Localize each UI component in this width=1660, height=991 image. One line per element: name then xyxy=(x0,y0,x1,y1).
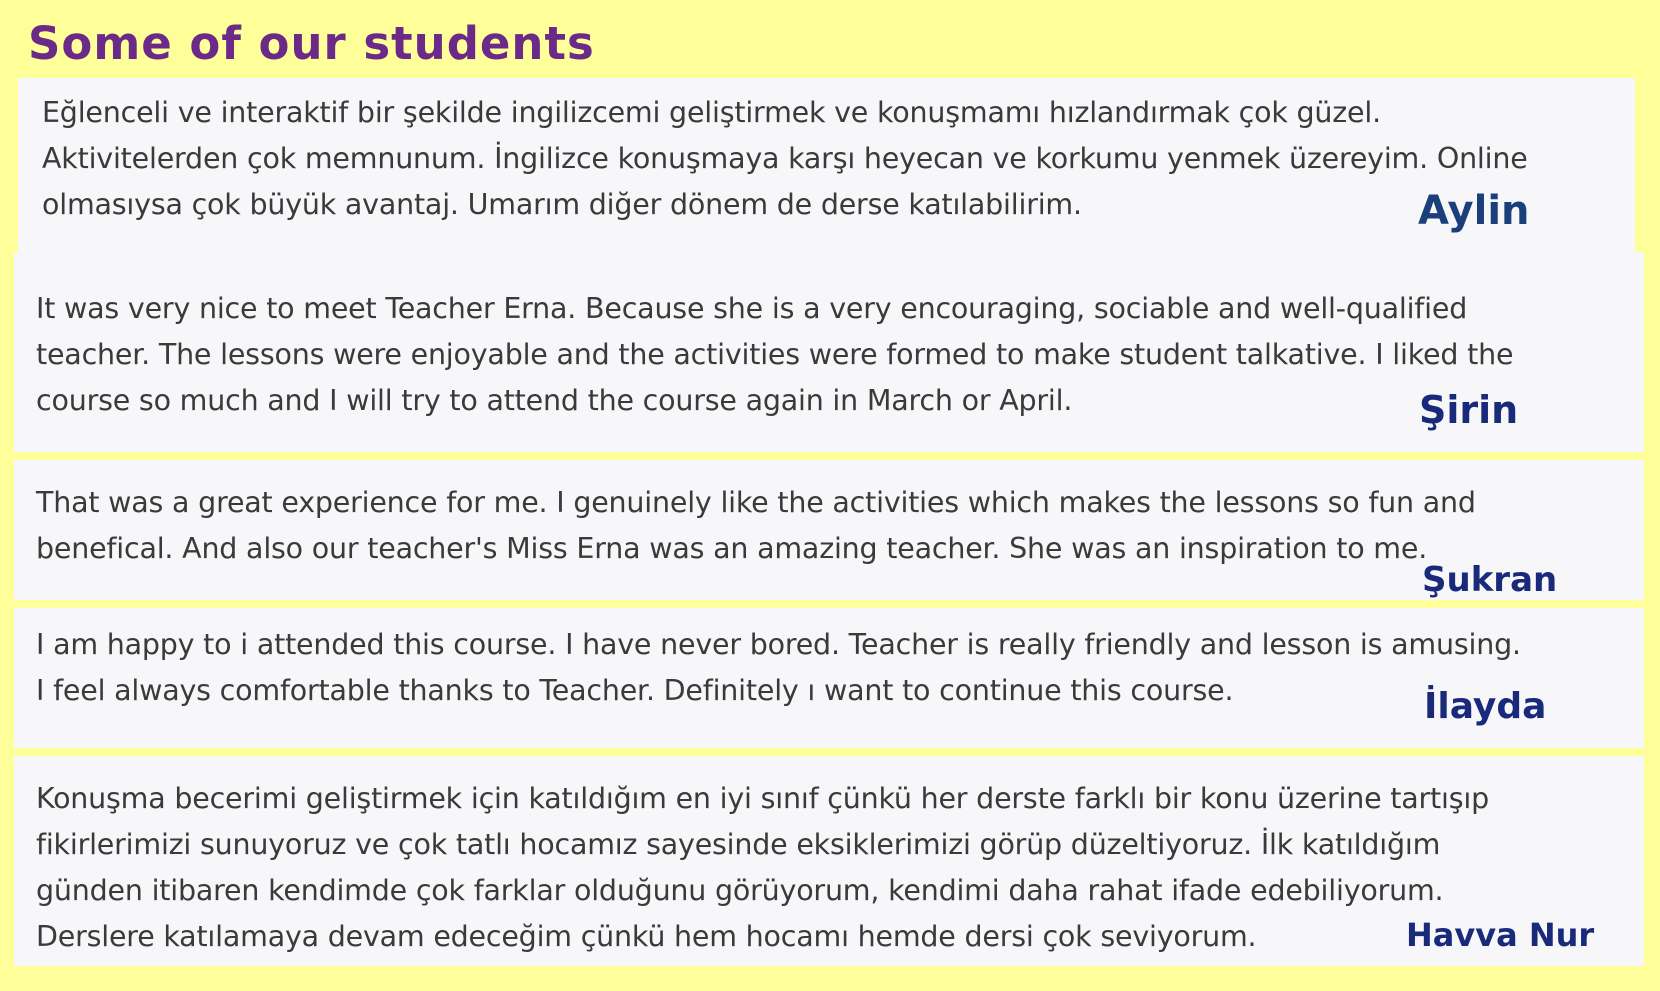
testimonial-line: Aktivitelerden çok memnunum. İngilizce konuşmaya karşı heyecan ve korkumu yenmek üzereyim. Online xyxy=(42,142,1528,175)
testimonial-line: I am happy to i attended this course. I have never bored. Teacher is really friendly and lesson is amusing. xyxy=(36,628,1521,661)
testimonial-line: teacher. The lessons were enjoyable and the activities were formed to make student talkative. I liked the xyxy=(36,338,1514,371)
testimonial-text xyxy=(36,286,1513,424)
testimonial-text xyxy=(36,480,1476,572)
testimonial-card-sirin xyxy=(14,252,1644,452)
testimonial-line: Derslere katılamaya devam edeceğim çünkü hem hocamı hemde dersi çok seviyorum. xyxy=(36,920,1257,953)
student-name: Aylin xyxy=(1418,188,1530,234)
testimonial-card-sukran xyxy=(14,460,1644,600)
student-name: Şirin xyxy=(1419,388,1519,432)
testimonial-text xyxy=(42,90,1528,228)
student-name: Havva Nur xyxy=(1406,916,1595,954)
testimonial-line: Eğlenceli ve interaktif bir şekilde ingilizcemi geliştirmek ve konuşmamı hızlandırmak çok güzel. xyxy=(42,96,1381,129)
page-title: Some of our students xyxy=(28,17,595,70)
testimonial-line: course so much and I will try to attend the course again in March or April. xyxy=(36,384,1073,417)
testimonial-card-aylin xyxy=(18,78,1635,252)
student-name: Şukran xyxy=(1422,560,1558,600)
testimonial-text xyxy=(36,776,1489,960)
testimonial-line: That was a great experience for me. I genuinely like the activities which makes the lessons so fun and xyxy=(36,486,1476,519)
testimonial-card-havva-nur xyxy=(14,756,1644,966)
testimonial-line: günden itibaren kendimde çok farklar olduğunu görüyorum, kendimi daha rahat ifade edebiliyorum. xyxy=(36,874,1444,907)
testimonial-line: Konuşma becerimi geliştirmek için katıldığım en iyi sınıf çünkü her derste farklı bir konu üzerine tartışıp xyxy=(36,782,1490,815)
student-name: İlayda xyxy=(1424,686,1547,727)
testimonial-line: I feel always comfortable thanks to Teacher. Definitely ı want to continue this course. xyxy=(36,674,1234,707)
testimonial-line: It was very nice to meet Teacher Erna. Because she is a very encouraging, sociable and well-qualified xyxy=(36,292,1468,325)
testimonial-card-ilayda xyxy=(14,608,1644,748)
testimonial-line: olmasıysa çok büyük avantaj. Umarım diğer dönem de derse katılabilirim. xyxy=(42,188,1082,221)
testimonial-line: fikirlerimizi sunuyoruz ve çok tatlı hocamız sayesinde eksiklerimizi görüp düzeltiyoruz. İlk katıldığım xyxy=(36,828,1441,861)
testimonial-text xyxy=(36,622,1521,714)
testimonial-line: benefical. And also our teacher's Miss Erna was an amazing teacher. She was an inspiration to me. xyxy=(36,532,1428,565)
